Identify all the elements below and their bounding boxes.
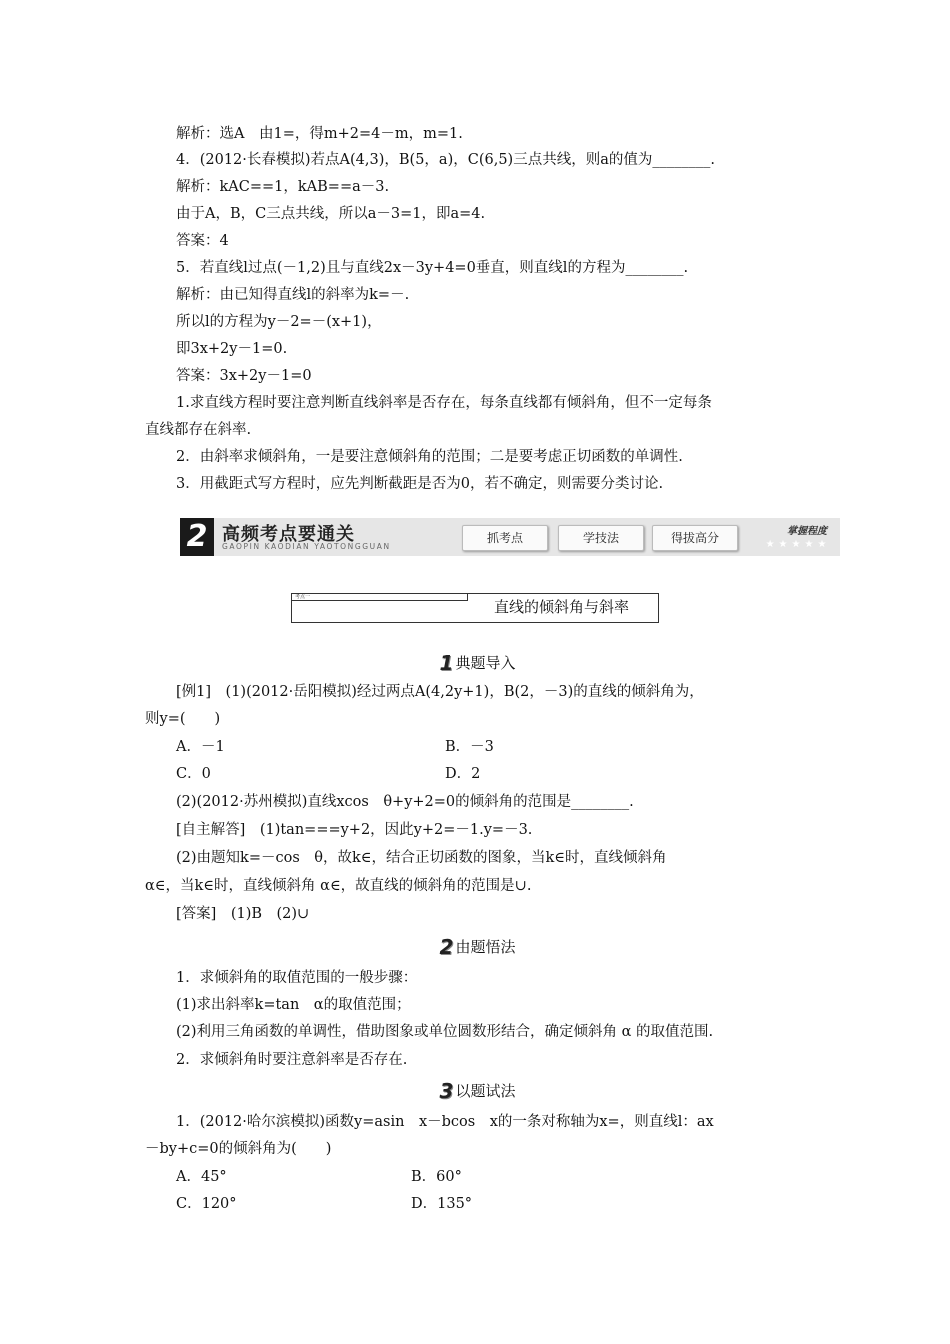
topic-box: [291, 593, 659, 623]
learn-method-button[interactable]: 学技法: [558, 525, 644, 551]
text-line: 所以l的方程为y－2=－(x+1)，: [176, 314, 382, 330]
text-line: [答案] (1)B (2)∪: [176, 906, 310, 922]
section-number-icon: 1: [439, 651, 454, 675]
text-line: (2)由题知k=－cos θ，故k∈，结合正切函数的图象，当k∈时，直线倾斜角: [176, 850, 667, 866]
topic-tag: 考点一: [292, 594, 468, 601]
section-head-label: 以题试法: [455, 1082, 516, 1100]
text-line: 即3x+2y－1=0.: [176, 341, 288, 357]
text-line: 4．(2012·长春模拟)若点A(4,3)，B(5，a)，C(6,5)三点共线，则a的值为________.: [176, 152, 715, 168]
banner-subtitle: GAOPIN KAODIAN YAOTONGGUAN: [222, 542, 391, 551]
text-line: D．2: [445, 766, 481, 782]
section-banner: [180, 518, 840, 556]
text-line: 直线都存在斜率.: [145, 422, 252, 438]
topic-title: 直线的倾斜角与斜率: [493, 598, 629, 616]
text-line: 3．用截距式写方程时，应先判断截距是否为0，若不确定，则需要分类讨论.: [176, 476, 664, 492]
section-number-icon: 2: [439, 935, 454, 959]
text-line: 由于A，B，C三点共线，所以a－3=1，即a=4.: [176, 206, 486, 222]
text-line: (1)求出斜率k=tan α的取值范围；: [176, 997, 411, 1013]
text-line: 2．求倾斜角时要注意斜率是否存在.: [176, 1052, 408, 1068]
text-line: B．－3: [445, 739, 494, 755]
text-line: [自主解答] (1)tan===y+2，因此y+2=－1.y=－3.: [176, 822, 533, 838]
text-line: 5．若直线l过点(－1,2)且与直线2x－3y+4=0垂直，则直线l的方程为________.: [176, 260, 689, 276]
text-line: 1．求倾斜角的取值范围的一般步骤：: [176, 970, 418, 986]
text-line: 1．(2012·哈尔滨模拟)函数y=asin x－bcos x的一条对称轴为x=，则直线l：ax: [176, 1114, 714, 1130]
text-line: A．－1: [176, 739, 225, 755]
text-line: (2)(2012·苏州模拟)直线xcos θ+y+2=0的倾斜角的范围是________.: [176, 794, 634, 810]
section-head-label: 典题导入: [455, 654, 516, 672]
banner-number-badge: 2: [180, 518, 214, 556]
text-line: 则y=( ): [145, 711, 221, 727]
text-line: 解析：选A 由1=，得m+2=4－m，m=1.: [176, 126, 463, 142]
section-head-intro: [145, 652, 810, 674]
text-line: 解析：由已知得直线l的斜率为k=－.: [176, 287, 410, 303]
section-head-method: [145, 936, 810, 958]
banner-title: 高频考点要通关: [222, 524, 355, 545]
text-line: 1.求直线方程时要注意判断直线斜率是否存在，每条直线都有倾斜角，但不一定每条: [176, 395, 712, 411]
high-score-button[interactable]: 得拔高分: [652, 525, 738, 551]
text-line: －by+c=0的倾斜角为( ): [145, 1141, 332, 1157]
section-number-icon: 3: [439, 1079, 454, 1103]
text-line: B．60°: [411, 1169, 462, 1185]
section-head-practice: [145, 1080, 810, 1102]
text-line: [例1] (1)(2012·岳阳模拟)经过两点A(4,2y+1)，B(2，－3)的直线的倾斜角为，: [176, 684, 704, 700]
text-line: (2)利用三角函数的单调性，借助图象或单位圆数形结合，确定倾斜角 α 的取值范围.: [176, 1024, 714, 1040]
text-line: C．120°: [176, 1196, 237, 1212]
text-line: D．135°: [411, 1196, 473, 1212]
text-line: 答案：4: [176, 233, 229, 249]
text-line: α∈，当k∈时，直线倾斜角 α∈，故直线的倾斜角的范围是∪.: [145, 878, 532, 894]
mastery-label: 掌握程度: [787, 526, 827, 537]
text-line: 答案：3x+2y－1=0: [176, 368, 312, 384]
text-line: 解析：kAC==1，kAB==a－3.: [176, 179, 390, 195]
text-line: C．0: [176, 766, 211, 782]
star-rating-icon: ★★★★★: [765, 539, 831, 550]
section-head-label: 由题悟法: [455, 938, 516, 956]
text-line: 2．由斜率求倾斜角，一是要注意倾斜角的范围；二是要考虑正切函数的单调性.: [176, 449, 683, 465]
text-line: A．45°: [176, 1169, 227, 1185]
grab-points-button[interactable]: 抓考点: [462, 525, 548, 551]
